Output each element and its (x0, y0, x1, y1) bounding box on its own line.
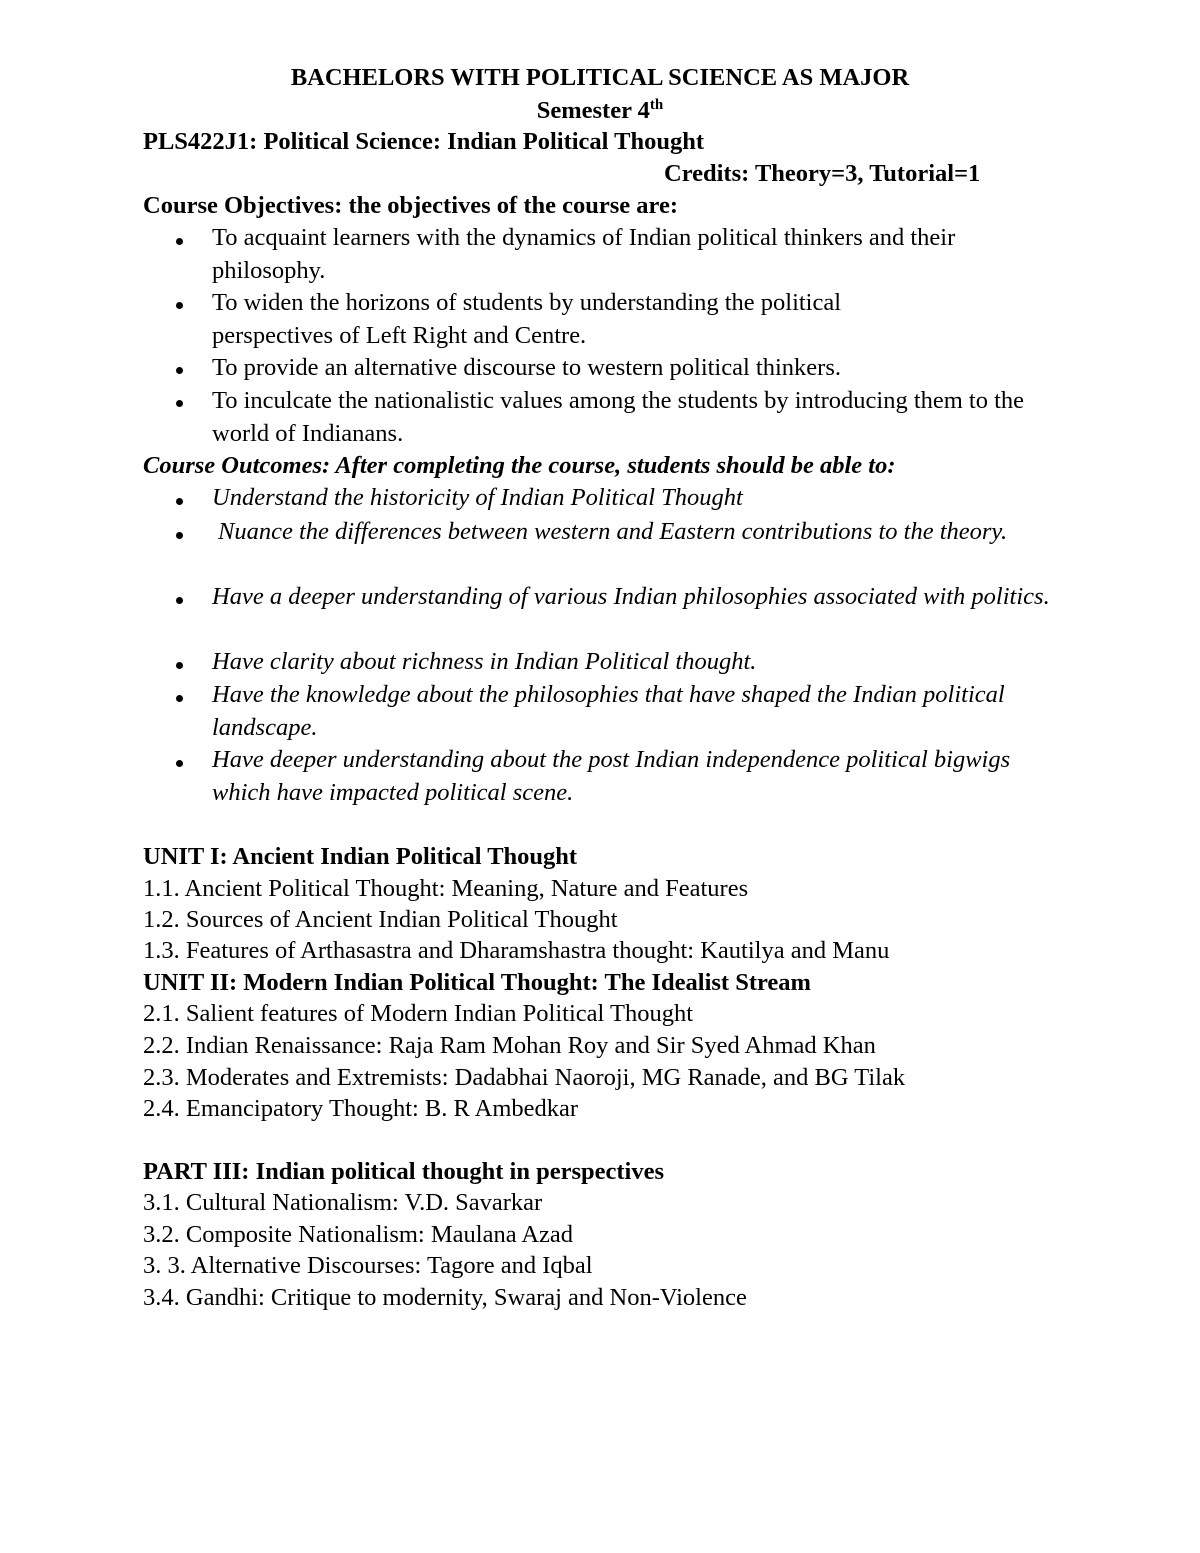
unit1-item: 1.1. Ancient Political Thought: Meaning, Nature and Features (143, 875, 749, 902)
unit2-heading: UNIT II: Modern Indian Political Thought: The Idealist Stream (143, 969, 811, 996)
semester-heading (0, 95, 1200, 127)
part3-item: 3.2. Composite Nationalism: Maulana Azad (143, 1221, 574, 1248)
unit2-item: 2.3. Moderates and Extremists: Dadabhai Naoroji, MG Ranade, and BG Tilak (143, 1064, 906, 1091)
bullet-icon (176, 367, 183, 374)
bullet-icon (176, 760, 183, 767)
outcome-item: Understand the historicity of Indian Political Thought (212, 484, 743, 511)
unit2-item: 2.1. Salient features of Modern Indian Political Thought (143, 1000, 694, 1027)
objective-item: To inculcate the nationalistic values among the students by introducing them to the world of Indianans. (212, 387, 1025, 447)
outcomes-heading: Course Outcomes: After completing the course, students should be able to: (143, 452, 896, 479)
part3-item: 3.4. Gandhi: Critique to modernity, Swaraj and Non-Violence (143, 1284, 747, 1311)
part3-item: 3. 3. Alternative Discourses: Tagore and Iqbal (143, 1252, 593, 1279)
unit2-item: 2.2. Indian Renaissance: Raja Ram Mohan Roy and Sir Syed Ahmad Khan (143, 1032, 876, 1059)
outcome-item: Have deeper understanding about the post Indian independence political bigwigs which have impacted political scene. (212, 746, 1011, 806)
bullet-icon (176, 597, 183, 604)
bullet-icon (176, 662, 183, 669)
bullet-icon (176, 302, 183, 309)
bullet-icon (176, 400, 183, 407)
bullet-icon (176, 238, 183, 245)
semester-superscript: th (649, 96, 664, 113)
degree-title: BACHELORS WITH POLITICAL SCIENCE AS MAJOR (290, 64, 910, 91)
outcome-item: Have clarity about richness in Indian Political thought. (212, 648, 757, 675)
bullet-icon (176, 695, 183, 702)
bullet-icon (176, 498, 183, 505)
unit2-item: 2.4. Emancipatory Thought: B. R Ambedkar (143, 1095, 579, 1122)
bullet-icon (176, 532, 183, 539)
unit1-item: 1.2. Sources of Ancient Indian Political Thought (143, 906, 618, 933)
course-title: PLS422J1: Political Science: Indian Political Thought (143, 128, 705, 155)
objective-item: To acquaint learners with the dynamics of Indian political thinkers and their philosophy. (212, 224, 956, 284)
unit1-heading: UNIT I: Ancient Indian Political Thought (143, 843, 578, 870)
outcome-item: Nuance the differences between western and Eastern contributions to the theory. (218, 518, 1008, 545)
outcome-item: Have a deeper understanding of various Indian philosophies associated with politics. (212, 583, 1050, 610)
part3-heading: PART III: Indian political thought in perspectives (143, 1158, 664, 1185)
objective-item: To widen the horizons of students by understanding the political perspectives of Left Right and Centre. (212, 289, 842, 349)
unit1-item: 1.3. Features of Arthasastra and Dharamshastra thought: Kautilya and Manu (143, 937, 890, 964)
credits-line: Credits: Theory=3, Tutorial=1 (664, 160, 981, 187)
objective-item: To provide an alternative discourse to western political thinkers. (212, 354, 841, 381)
outcome-item: Have the knowledge about the philosophies that have shaped the Indian political landscape. (212, 681, 1005, 741)
semester-label: Semester 4 (536, 97, 650, 124)
objectives-heading: Course Objectives: the objectives of the course are: (143, 192, 678, 219)
part3-item: 3.1. Cultural Nationalism: V.D. Savarkar (143, 1189, 543, 1216)
